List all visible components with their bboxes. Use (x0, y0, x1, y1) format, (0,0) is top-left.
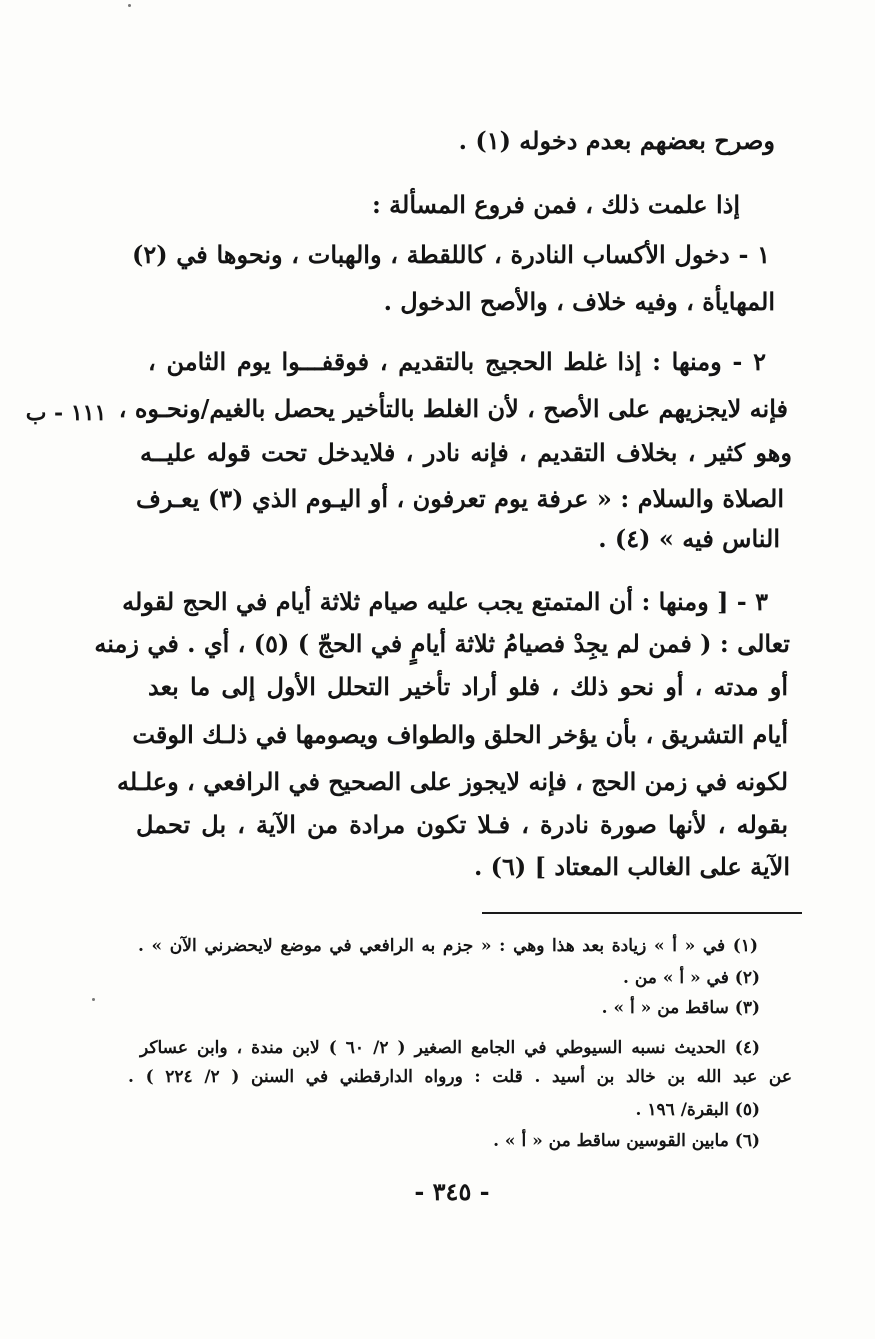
scan-speck (92, 998, 95, 1001)
body-line-1: وصرح بعضهم بعدم دخوله (١) . (458, 126, 775, 155)
footnote-2: (٢) في « أ » من . (623, 968, 760, 988)
footnote-6: (٦) مابين القوسين ساقط من « أ » . (493, 1131, 760, 1151)
body-line-14: لكونه في زمن الحج ، فإنه لايجوز على الصحيح في الرافعي ، وعلـله (116, 767, 788, 796)
body-line-3: ١ - دخول الأكساب النادرة ، كاللقطة ، والهبات ، ونحوها في (٢) (132, 240, 770, 269)
body-line-10: ٣ - [ ومنها : أن المتمتع يجب عليه صيام ثلاثة أيام في الحج لقوله (122, 587, 768, 616)
body-line-5: ٢ - ومنها : إذا غلط الحجيج بالتقديم ، فوقفـــوا يوم الثامن ، (148, 347, 766, 376)
footnote-5: (٥) البقرة/ ١٩٦ . (635, 1100, 760, 1120)
footnote-4-continued: عن عبد الله بن خالد بن أسيد . قلت : ورواه الدارقطني في السنن ( ٢/ ٢٢٤ ) . (128, 1067, 792, 1087)
body-line-9: الناس فيه » (٤) . (598, 524, 780, 553)
body-line-2: إذا علمت ذلك ، فمن فروع المسألة : (371, 190, 740, 219)
footnote-separator (482, 912, 802, 914)
page-number: - ٣٤٥ - (414, 1177, 490, 1206)
body-line-6: فإنه لايجزيهم على الأصح ، لأن الغلط بالتأخير يحصل بالغيم/ونحـوه ، (118, 394, 788, 423)
scan-speck (128, 4, 131, 7)
margin-folio-note: ١١١ - ب (25, 400, 107, 426)
body-line-8: الصلاة والسلام : « عرفة يوم تعرفون ، أو اليـوم الذي (٣) يعـرف (136, 484, 785, 513)
body-line-7: وهو كثير ، بخلاف التقديم ، فإنه نادر ، فلايدخل تحت قوله عليــه (140, 438, 792, 467)
body-line-4: المهايأة ، وفيه خلاف ، والأصح الدخول . (383, 287, 775, 316)
footnote-4: (٤) الحديث نسبه السيوطي في الجامع الصغير ( ٢/ ٦٠ ) لابن مندة ، وابن عساكر (140, 1038, 760, 1058)
footnote-1: (١) في « أ » زيادة بعد هذا وهي : « جزم به الرافعي في موضع لايحضرني الآن » . (138, 936, 758, 956)
body-line-15: بقوله ، لأنها صورة نادرة ، فـلا تكون مرادة من الآية ، بل تحمل (136, 810, 788, 839)
body-line-11: تعالى : ( فمن لم يجِدْ فصيامُ ثلاثة أيامٍ في الحجّ ) (٥) ، أي . في زمنه (94, 629, 790, 658)
body-line-16: الآية على الغالب المعتاد ] (٦) . (473, 852, 790, 881)
body-line-13: أيام التشريق ، بأن يؤخر الحلق والطواف ويصومها في ذلـك الوقت (132, 720, 788, 749)
footnote-3: (٣) ساقط من « أ » . (601, 998, 760, 1018)
body-line-12: أو مدته ، أو نحو ذلك ، فلو أراد تأخير التحلل الأول إلى ما بعد (148, 672, 788, 701)
